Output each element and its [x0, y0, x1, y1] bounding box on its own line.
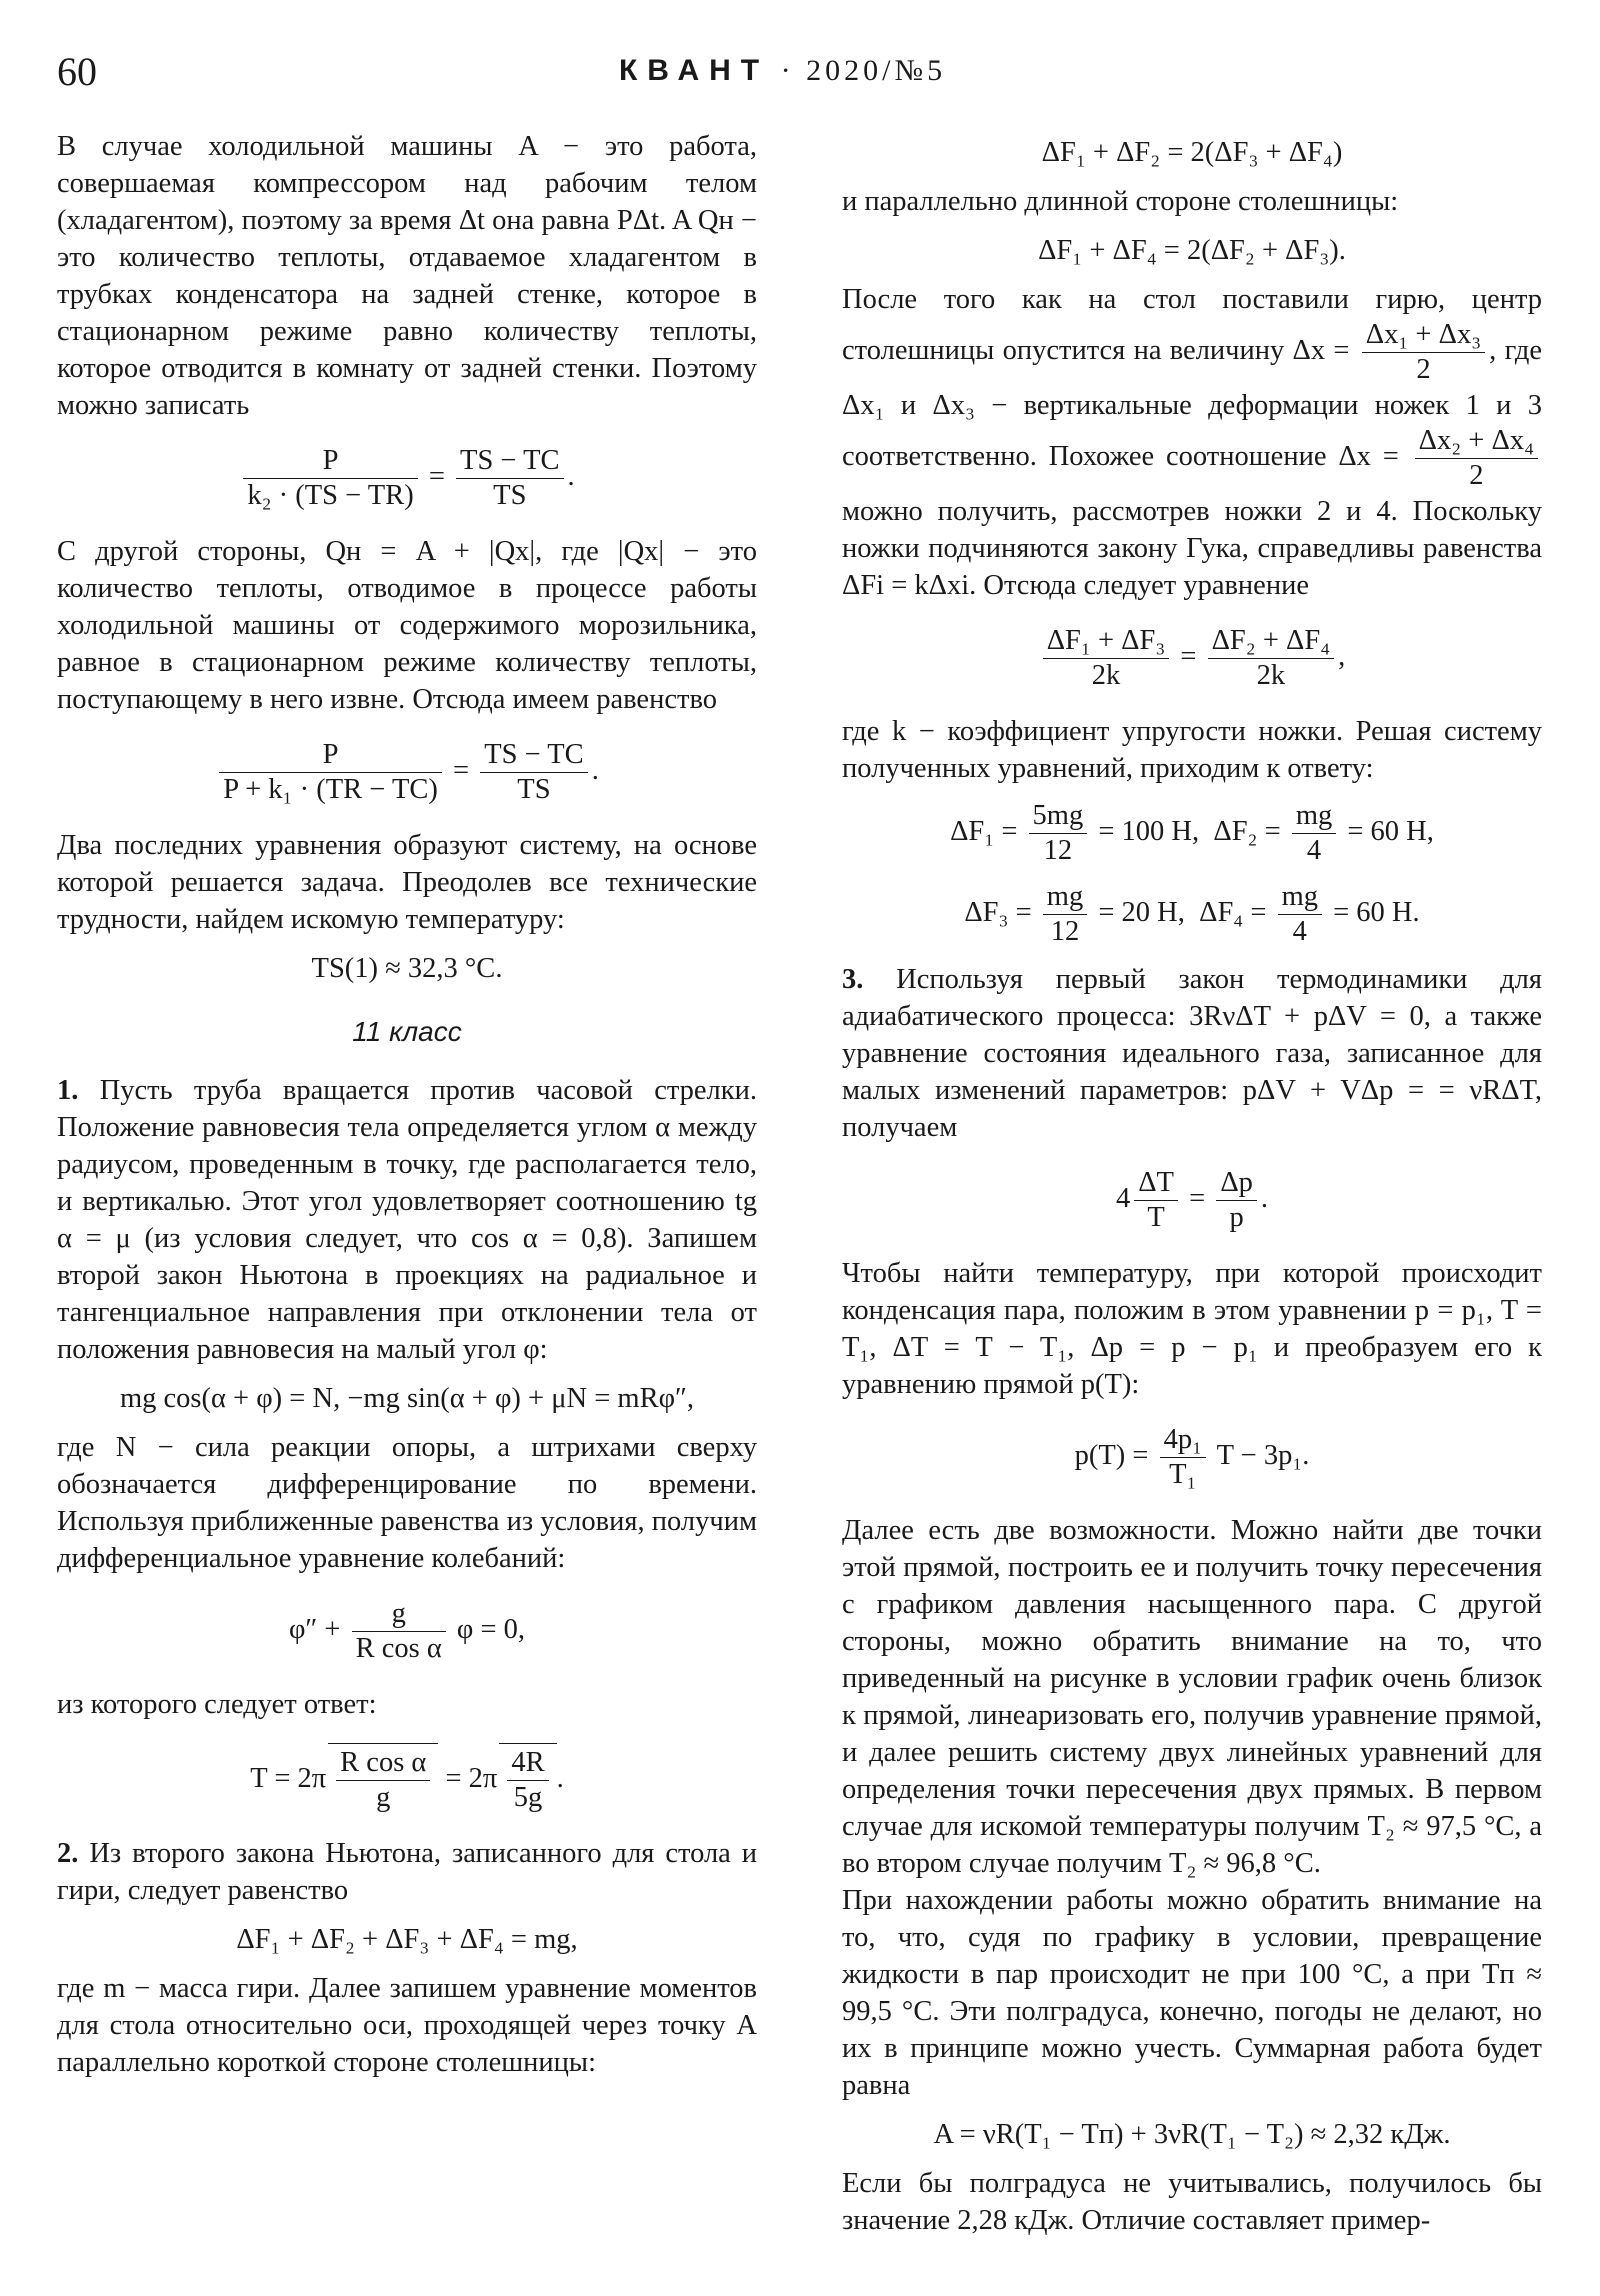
equation-7: ΔF₁ + ΔF₂ + ΔF₃ + ΔF₄ = mg, [236, 1924, 578, 1955]
equation-2: $\frac{P}{\text{P + k₁ · (TR − TC)}}$ = $\frac{TS - TC}{TS}$ . [57, 738, 757, 807]
problem-number: 3. [842, 964, 864, 995]
problem-number: 2. [57, 1838, 79, 1869]
paragraph: из которого следует ответ: [57, 1689, 377, 1720]
paragraph: В случае холодильной машины A − это работа, совершаемая компрессором над рабочим телом (хладагентом), поэтому за время Δt она равна PΔt. A Qн − это количество теплоты, отдаваемое хладагентом в трубках конденсатора на задней стенке, которое в стационарном режиме равно количеству теплоты, которое отводится в комнату от задней стенки. Поэтому можно записать [57, 131, 757, 421]
paragraph: где m − масса гири. Далее запишем уравнение моментов для стола относительно оси, проходящей через точку A параллельно короткой стороне столешницы: [57, 1973, 757, 2078]
equation-r2: ΔF₁ + ΔF₄ = 2(ΔF₂ + ΔF₃). [1038, 235, 1346, 266]
fraction: $\frac{\text{Δx₁ + Δx₃}}{2}$ [1362, 318, 1485, 387]
equation-4: mg cos(α + φ) = N, −mg sin(α + φ) + μN = mRφ″, [119, 1383, 695, 1414]
square-root: $\frac{\text{R cos α}}{g}$ [328, 1743, 438, 1815]
left-column [57, 128, 757, 2081]
paragraph: где N − сила реакции опоры, а штрихами сверху обозначается дифференцирование по времени. Используя приближенные равенства из условия, получим дифференциальное уравнение колебаний: [57, 1432, 757, 1574]
equation-1: $\frac{P}{\text{k₂ · (TS − TR)}}$ = $\frac{TS - TC}{TS}$ . [57, 444, 757, 513]
equation-6: T = 2π $\frac{\text{R cos α}}{g}$ = 2π $\frac{4R}{5g}$ . [57, 1743, 757, 1815]
paragraph: При нахождении работы можно обратить внимание на то, что, судя по графику в условии, превращение жидкости в пар происходит не при 100 °C, а при Tп ≈ 99,5 °C. Эти полградуса, конечно, погоды не делают, но их в принципе можно учесть. Суммарная работа будет равна [842, 1885, 1542, 2101]
equation-r5: p(T) = $\frac{\text{4p₁}}{\text{T₁}}$ T − 3p₁. [1074, 1424, 1310, 1490]
journal-title [619, 54, 946, 88]
equation-r3: $\frac{\text{ΔF₁ + ΔF₃}}{2k}$ = $\frac{\text{ΔF₂ + ΔF₄}}{2k}$ , [842, 624, 1542, 693]
answer-line-1: ΔF₁ = $\frac{5mg}{12}$ = 100 Н, ΔF₂ = $\frac{mg}{4}$ = 60 Н, [950, 800, 1434, 866]
page-header [57, 48, 1543, 98]
fraction: $\frac{\text{ΔF₂ + ΔF₄}}{2k}$ [1208, 624, 1335, 693]
journal-name: КВАНТ [619, 54, 770, 87]
paragraph: После того как на стол поставили гирю, центр столешницы опустится на величину Δx = $\frac{\text{Δx₁ + Δx₃}}{2}$ , где Δx₁ и Δx₃ − вертикальные деформации ножек 1 и 3 соответственно. Похожее соотношение Δx = $\frac{\text{Δx₂ + Δx₄}}{2}$ можно получить, рассмотрев ножки 2 и 4. Поскольку ножки подчиняются закону Гука, справедливы равенства ΔFi = kΔxi. Отсюда следует уравнение [842, 284, 1542, 601]
equation-3: TS(1) ≈ 32,3 °C. [311, 953, 503, 984]
paragraph: Если бы полградуса не учитывались, получилось бы значение 2,28 кДж. Отличие составляет пример- [842, 2168, 1542, 2236]
problem-number: 1. [57, 1075, 79, 1106]
page-number: 60 [57, 49, 97, 94]
fraction: $\frac{\text{Δx₂ + Δx₄}}{2}$ [1415, 424, 1538, 493]
paragraph: 1. Пусть труба вращается против часовой стрелки. Положение равновесия тела определяется углом α между радиусом, проведенным в точку, где располагается тело, и вертикалью. Этот угол удовлетворяет соотношению tg α = μ (из условия следует, что cos α = 0,8). Запишем второй закон Ньютона в проекциях на радиальное и тангенциальное направления при отклонении тела от положения равновесия на малый угол φ: [57, 1075, 757, 1365]
answer-line-2: ΔF₃ = $\frac{mg}{12}$ = 20 Н, ΔF₄ = $\frac{mg}{4}$ = 60 Н. [964, 881, 1420, 947]
equation-r4: 4 $\frac{\Delta T}{T}$ = $\frac{\Delta p}{p}$ . [1115, 1167, 1269, 1233]
paragraph: Далее есть две возможности. Можно найти две точки этой прямой, построить ее и получить точку пересечения с графиком давления насыщенного пара. С другой стороны, можно обратить внимание на то, что приведенный на рисунке в условии график очень близок к прямой, линеаризовать его, получив уравнение прямой, и далее решить систему двух линейных уравнений для определения точки пересечения двух прямых. В первом случае для искомой температуры получим T₂ ≈ 97,5 °C, а во втором случае получим T₂ ≈ 96,8 °C. [842, 1515, 1542, 1879]
equation-5: φ″ + $\frac{g}{\text{R cos α}}$ φ = 0, [288, 1598, 526, 1664]
fraction: $\frac{TS - TC}{TS}$ [456, 444, 564, 513]
equation-r6: A = νR(T₁ − Tп) + 3νR(T₁ − T₂) ≈ 2,32 кДж. [933, 2119, 1451, 2150]
paragraph: и параллельно длинной стороне столешницы: [842, 186, 1399, 217]
paragraph: Чтобы найти температуру, при которой происходит конденсация пара, положим в этом уравнении p = p₁, T = T₁, ΔT = T − T₁, Δp = p − p₁ и преобразуем его к уравнению прямой p(T): [842, 1258, 1542, 1400]
paragraph: 2. Из второго закона Ньютона, записанного для стола и гири, следует равенство [57, 1838, 758, 1906]
right-column [842, 122, 1542, 2239]
section-heading: 11 класс [352, 1016, 462, 1047]
journal-issue: · 2020/№5 [780, 54, 947, 87]
paragraph: где k − коэффициент упругости ножки. Решая систему полученных уравнений, приходим к ответу: [842, 716, 1542, 784]
equation-r1: ΔF₁ + ΔF₂ = 2(ΔF₃ + ΔF₄) [1041, 137, 1343, 168]
square-root: $\frac{4R}{5g}$ [499, 1743, 556, 1815]
fraction: $\frac{\text{ΔF₁ + ΔF₃}}{2k}$ [1043, 624, 1170, 693]
paragraph: Два последних уравнения образуют систему, на основе которой решается задача. Преодолев все технические трудности, найдем искомую температуру: [57, 830, 757, 935]
paragraph: 3. Используя первый закон термодинамики для адиабатического процесса: 3RνΔT + pΔV = 0, а также уравнение состояния идеального газа, записанное для малых изменений параметров: pΔV + VΔp = = νRΔT, получаем [842, 964, 1542, 1143]
paragraph: С другой стороны, Qн = A + |Qх|, где |Qх| − это количество теплоты, отводимое в процессе работы холодильной машины от содержимого морозильника, равное в стационарном режиме количеству теплоты, поступающему в него извне. Отсюда имеем равенство [57, 536, 757, 715]
fraction: $\frac{g}{\text{R cos α}}$ [352, 1597, 446, 1666]
fraction: $\frac{TS - TC}{TS}$ [480, 738, 588, 807]
fraction: $\frac{P}{\text{P + k₁ · (TR − TC)}}$ [219, 738, 442, 807]
fraction: $\frac{P}{\text{k₂ · (TS − TR)}}$ [243, 444, 417, 513]
